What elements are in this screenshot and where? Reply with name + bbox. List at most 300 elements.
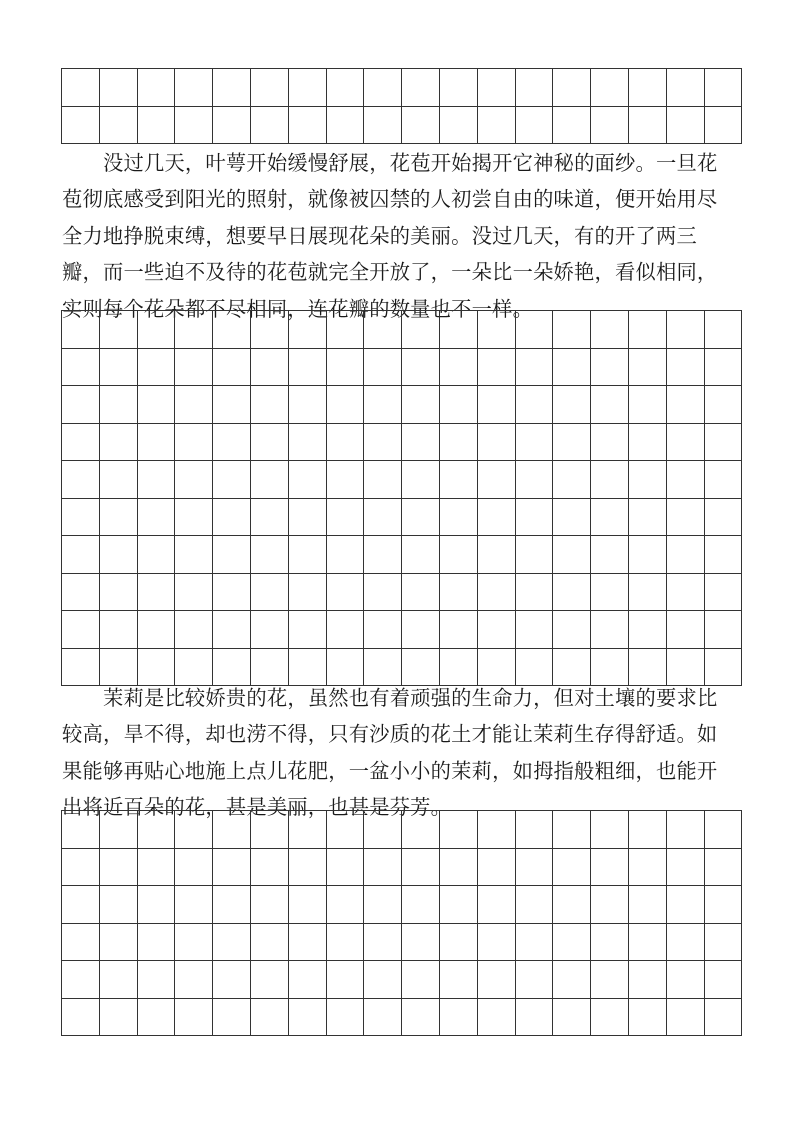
- grid-cell: [175, 886, 213, 924]
- grid-cell: [439, 69, 477, 107]
- grid-cell: [175, 848, 213, 886]
- grid-cell: [666, 423, 704, 461]
- grid-cell: [402, 923, 440, 961]
- grid-cell: [62, 611, 100, 649]
- grid-cell: [402, 461, 440, 499]
- grid-cell: [62, 573, 100, 611]
- grid-cell: [402, 611, 440, 649]
- grid-cell: [364, 611, 402, 649]
- grid-cell: [326, 886, 364, 924]
- grid-cell: [515, 536, 553, 574]
- grid-cell: [402, 886, 440, 924]
- grid-cell: [364, 348, 402, 386]
- grid-cell: [591, 461, 629, 499]
- grid-cell: [288, 998, 326, 1036]
- grid-cell: [515, 106, 553, 144]
- grid-cell: [326, 69, 364, 107]
- grid-cell: [628, 611, 666, 649]
- grid-cell: [439, 886, 477, 924]
- grid-cell: [250, 961, 288, 999]
- grid-cell: [439, 536, 477, 574]
- grid-cell: [175, 386, 213, 424]
- grid-cell: [439, 311, 477, 349]
- grid-cell: [402, 536, 440, 574]
- grid-cell: [213, 998, 251, 1036]
- grid-cell: [628, 961, 666, 999]
- grid-cell: [704, 961, 742, 999]
- grid-cell: [439, 573, 477, 611]
- grid-cell: [666, 848, 704, 886]
- grid-cell: [704, 536, 742, 574]
- grid-cell: [364, 998, 402, 1036]
- grid-cell: [591, 961, 629, 999]
- grid-cell: [439, 961, 477, 999]
- grid-row: [62, 573, 742, 611]
- grid-cell: [439, 423, 477, 461]
- grid-cell: [515, 811, 553, 849]
- grid-cell: [628, 811, 666, 849]
- grid-cell: [99, 106, 137, 144]
- grid-cell: [666, 611, 704, 649]
- grid-cell: [62, 886, 100, 924]
- grid-cell: [704, 106, 742, 144]
- grid-cell: [402, 311, 440, 349]
- grid-cell: [439, 848, 477, 886]
- grid-cell: [591, 573, 629, 611]
- grid-cell: [250, 886, 288, 924]
- grid-cell: [591, 498, 629, 536]
- grid-cell: [515, 348, 553, 386]
- grid-cell: [250, 536, 288, 574]
- grid-cell: [704, 461, 742, 499]
- grid-cell: [477, 923, 515, 961]
- grid-cell: [326, 998, 364, 1036]
- grid-cell: [515, 69, 553, 107]
- grid-cell: [288, 311, 326, 349]
- grid-cell: [99, 811, 137, 849]
- grid-cell: [288, 348, 326, 386]
- grid-cell: [175, 961, 213, 999]
- grid-cell: [364, 536, 402, 574]
- grid-cell: [175, 106, 213, 144]
- grid-cell: [62, 848, 100, 886]
- grid-cell: [213, 498, 251, 536]
- grid-cell: [402, 106, 440, 144]
- grid-cell: [364, 923, 402, 961]
- grid-cell: [175, 69, 213, 107]
- grid-cell: [364, 69, 402, 107]
- grid-cell: [704, 423, 742, 461]
- grid-cell: [704, 573, 742, 611]
- grid-cell: [591, 348, 629, 386]
- grid-cell: [666, 106, 704, 144]
- grid-cell: [62, 106, 100, 144]
- grid-cell: [515, 311, 553, 349]
- grid-cell: [628, 106, 666, 144]
- grid-row: [62, 536, 742, 574]
- grid-cell: [288, 811, 326, 849]
- grid-cell: [704, 886, 742, 924]
- grid-cell: [591, 311, 629, 349]
- grid-cell: [213, 848, 251, 886]
- grid-cell: [99, 311, 137, 349]
- grid-cell: [250, 348, 288, 386]
- grid-cell: [99, 886, 137, 924]
- grid-cell: [213, 536, 251, 574]
- grid-cell: [250, 498, 288, 536]
- grid-cell: [439, 348, 477, 386]
- grid-cell: [288, 961, 326, 999]
- grid-cell: [99, 961, 137, 999]
- grid-cell: [515, 961, 553, 999]
- grid-cell: [477, 423, 515, 461]
- grid-cell: [477, 998, 515, 1036]
- grid-cell: [250, 611, 288, 649]
- grid-row: [62, 423, 742, 461]
- grid-cell: [137, 886, 175, 924]
- grid-cell: [591, 69, 629, 107]
- grid-cell: [364, 961, 402, 999]
- grid-row: [62, 923, 742, 961]
- grid-cell: [402, 348, 440, 386]
- grid-cell: [477, 811, 515, 849]
- grid-cell: [137, 498, 175, 536]
- grid-cell: [99, 923, 137, 961]
- grid-cell: [137, 611, 175, 649]
- writing-grid-top: [61, 68, 742, 144]
- grid-cell: [288, 848, 326, 886]
- writing-grid-bottom: [61, 810, 742, 1036]
- grid-cell: [250, 423, 288, 461]
- grid-cell: [175, 536, 213, 574]
- grid-cell: [250, 923, 288, 961]
- grid-cell: [439, 998, 477, 1036]
- grid-cell: [137, 348, 175, 386]
- grid-cell: [175, 423, 213, 461]
- grid-cell: [553, 461, 591, 499]
- grid-cell: [666, 573, 704, 611]
- grid-cell: [326, 848, 364, 886]
- grid-cell: [666, 886, 704, 924]
- grid-cell: [553, 573, 591, 611]
- grid-cell: [62, 461, 100, 499]
- grid-cell: [62, 69, 100, 107]
- grid-cell: [137, 848, 175, 886]
- grid-cell: [591, 423, 629, 461]
- grid-cell: [402, 386, 440, 424]
- grid-cell: [704, 811, 742, 849]
- grid-cell: [515, 848, 553, 886]
- grid-cell: [62, 498, 100, 536]
- grid-cell: [515, 386, 553, 424]
- grid-cell: [175, 348, 213, 386]
- grid-cell: [591, 998, 629, 1036]
- grid-cell: [326, 106, 364, 144]
- grid-cell: [137, 811, 175, 849]
- grid-cell: [364, 848, 402, 886]
- grid-cell: [250, 848, 288, 886]
- grid-cell: [666, 461, 704, 499]
- grid-cell: [666, 311, 704, 349]
- grid-cell: [175, 811, 213, 849]
- grid-cell: [213, 348, 251, 386]
- grid-cell: [326, 461, 364, 499]
- grid-cell: [326, 423, 364, 461]
- grid-cell: [213, 886, 251, 924]
- grid-cell: [62, 311, 100, 349]
- grid-cell: [213, 106, 251, 144]
- grid-cell: [591, 386, 629, 424]
- grid-cell: [628, 311, 666, 349]
- grid-cell: [326, 498, 364, 536]
- grid-cell: [553, 886, 591, 924]
- grid-cell: [515, 498, 553, 536]
- grid-cell: [515, 573, 553, 611]
- grid-cell: [99, 611, 137, 649]
- grid-cell: [175, 923, 213, 961]
- grid-cell: [704, 311, 742, 349]
- grid-row: [62, 886, 742, 924]
- grid-cell: [553, 923, 591, 961]
- grid-cell: [515, 423, 553, 461]
- grid-cell: [326, 573, 364, 611]
- grid-cell: [62, 811, 100, 849]
- grid-cell: [137, 106, 175, 144]
- grid-cell: [137, 386, 175, 424]
- grid-cell: [553, 106, 591, 144]
- grid-cell: [553, 498, 591, 536]
- grid-cell: [213, 461, 251, 499]
- grid-cell: [704, 923, 742, 961]
- grid-cell: [137, 69, 175, 107]
- grid-cell: [666, 386, 704, 424]
- grid-cell: [288, 498, 326, 536]
- grid-cell: [326, 536, 364, 574]
- grid-cell: [553, 611, 591, 649]
- grid-row: [62, 348, 742, 386]
- grid-cell: [213, 573, 251, 611]
- grid-cell: [515, 611, 553, 649]
- grid-cell: [553, 311, 591, 349]
- grid-cell: [553, 961, 591, 999]
- grid-cell: [477, 461, 515, 499]
- grid-cell: [213, 386, 251, 424]
- grid-cell: [515, 998, 553, 1036]
- grid-cell: [137, 461, 175, 499]
- grid-cell: [666, 923, 704, 961]
- grid-cell: [288, 573, 326, 611]
- grid-cell: [250, 573, 288, 611]
- grid-cell: [591, 536, 629, 574]
- grid-cell: [439, 106, 477, 144]
- grid-cell: [628, 573, 666, 611]
- grid-cell: [439, 498, 477, 536]
- grid-cell: [250, 461, 288, 499]
- grid-cell: [62, 961, 100, 999]
- grid-cell: [628, 848, 666, 886]
- grid-cell: [364, 311, 402, 349]
- grid-cell: [628, 423, 666, 461]
- grid-cell: [175, 461, 213, 499]
- grid-row: [62, 311, 742, 349]
- grid-cell: [213, 961, 251, 999]
- writing-grid-middle: [61, 310, 742, 686]
- grid-cell: [99, 69, 137, 107]
- grid-cell: [666, 811, 704, 849]
- grid-cell: [62, 423, 100, 461]
- grid-row: [62, 811, 742, 849]
- grid-cell: [137, 311, 175, 349]
- grid-cell: [591, 886, 629, 924]
- grid-cell: [137, 423, 175, 461]
- grid-cell: [62, 386, 100, 424]
- grid-cell: [213, 811, 251, 849]
- grid-cell: [175, 998, 213, 1036]
- grid-cell: [628, 69, 666, 107]
- grid-cell: [628, 461, 666, 499]
- grid-cell: [704, 848, 742, 886]
- grid-cell: [213, 311, 251, 349]
- grid-cell: [364, 573, 402, 611]
- grid-cell: [402, 573, 440, 611]
- grid-cell: [364, 498, 402, 536]
- grid-row: [62, 961, 742, 999]
- grid-cell: [402, 811, 440, 849]
- grid-cell: [175, 611, 213, 649]
- grid-row: [62, 386, 742, 424]
- grid-cell: [99, 573, 137, 611]
- grid-cell: [99, 848, 137, 886]
- grid-cell: [213, 69, 251, 107]
- grid-cell: [515, 923, 553, 961]
- grid-cell: [628, 998, 666, 1036]
- grid-cell: [137, 573, 175, 611]
- grid-cell: [326, 961, 364, 999]
- grid-cell: [99, 386, 137, 424]
- grid-cell: [628, 348, 666, 386]
- grid-cell: [288, 106, 326, 144]
- grid-cell: [591, 923, 629, 961]
- grid-cell: [628, 386, 666, 424]
- grid-cell: [137, 961, 175, 999]
- grid-cell: [250, 386, 288, 424]
- grid-cell: [704, 348, 742, 386]
- grid-row: [62, 611, 742, 649]
- grid-cell: [666, 69, 704, 107]
- grid-cell: [477, 573, 515, 611]
- grid-cell: [99, 423, 137, 461]
- grid-cell: [326, 311, 364, 349]
- grid-cell: [591, 848, 629, 886]
- grid-cell: [288, 423, 326, 461]
- grid-cell: [439, 386, 477, 424]
- grid-cell: [288, 923, 326, 961]
- grid-cell: [213, 423, 251, 461]
- grid-cell: [288, 461, 326, 499]
- grid-cell: [477, 848, 515, 886]
- grid-cell: [628, 886, 666, 924]
- grid-cell: [288, 69, 326, 107]
- grid-cell: [553, 536, 591, 574]
- grid-cell: [213, 923, 251, 961]
- grid-cell: [99, 461, 137, 499]
- grid-cell: [553, 386, 591, 424]
- grid-cell: [137, 923, 175, 961]
- grid-cell: [704, 998, 742, 1036]
- grid-row: [62, 498, 742, 536]
- grid-cell: [477, 386, 515, 424]
- grid-cell: [326, 923, 364, 961]
- grid-cell: [250, 106, 288, 144]
- grid-cell: [666, 498, 704, 536]
- grid-row: [62, 461, 742, 499]
- grid-cell: [250, 811, 288, 849]
- grid-cell: [477, 961, 515, 999]
- grid-cell: [288, 386, 326, 424]
- grid-cell: [250, 311, 288, 349]
- grid-cell: [704, 386, 742, 424]
- grid-cell: [553, 848, 591, 886]
- grid-cell: [137, 536, 175, 574]
- grid-cell: [99, 998, 137, 1036]
- grid-cell: [666, 348, 704, 386]
- grid-cell: [477, 611, 515, 649]
- grid-cell: [477, 69, 515, 107]
- grid-cell: [477, 106, 515, 144]
- grid-cell: [402, 423, 440, 461]
- grid-cell: [62, 998, 100, 1036]
- grid-cell: [515, 461, 553, 499]
- grid-cell: [591, 611, 629, 649]
- grid-cell: [62, 923, 100, 961]
- grid-cell: [591, 811, 629, 849]
- grid-cell: [553, 811, 591, 849]
- grid-cell: [628, 536, 666, 574]
- grid-cell: [364, 106, 402, 144]
- grid-cell: [553, 69, 591, 107]
- grid-cell: [288, 611, 326, 649]
- grid-cell: [288, 886, 326, 924]
- grid-cell: [477, 536, 515, 574]
- grid-cell: [439, 811, 477, 849]
- grid-cell: [250, 69, 288, 107]
- grid-cell: [326, 386, 364, 424]
- grid-cell: [515, 886, 553, 924]
- grid-cell: [99, 498, 137, 536]
- grid-cell: [628, 923, 666, 961]
- grid-cell: [288, 536, 326, 574]
- grid-cell: [364, 386, 402, 424]
- grid-cell: [704, 611, 742, 649]
- grid-cell: [402, 848, 440, 886]
- grid-cell: [477, 348, 515, 386]
- grid-cell: [326, 348, 364, 386]
- grid-cell: [402, 961, 440, 999]
- grid-cell: [553, 423, 591, 461]
- grid-cell: [364, 811, 402, 849]
- grid-cell: [666, 961, 704, 999]
- grid-cell: [704, 69, 742, 107]
- grid-row: [62, 106, 742, 144]
- grid-cell: [704, 498, 742, 536]
- grid-cell: [364, 886, 402, 924]
- grid-cell: [477, 311, 515, 349]
- grid-cell: [591, 106, 629, 144]
- grid-row: [62, 69, 742, 107]
- grid-cell: [477, 498, 515, 536]
- grid-cell: [175, 573, 213, 611]
- grid-cell: [326, 811, 364, 849]
